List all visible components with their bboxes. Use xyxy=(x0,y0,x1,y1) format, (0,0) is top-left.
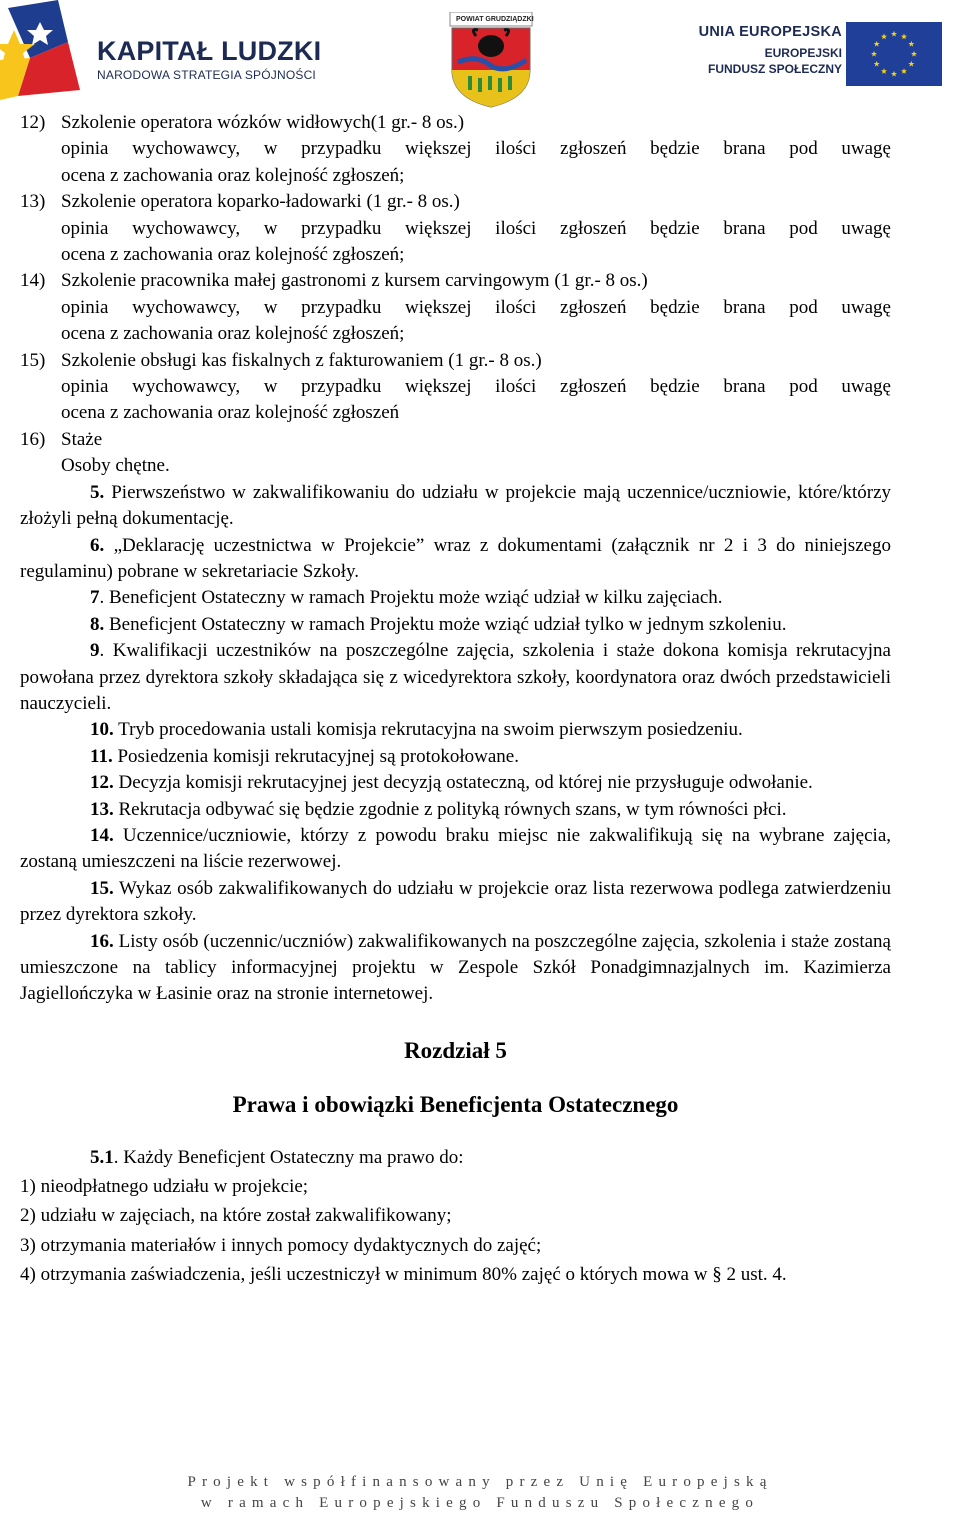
rule-point xyxy=(20,770,891,796)
eu-line1: UNIA EUROPEJSKA xyxy=(698,24,842,40)
item-number: 12) xyxy=(20,112,46,133)
rule-number: 14. xyxy=(90,824,114,846)
item-title: Staże xyxy=(61,428,103,450)
training-item-title xyxy=(20,189,891,215)
eu-line2: EUROPEJSKI xyxy=(764,46,842,60)
rule-number: 13. xyxy=(90,798,114,820)
rule-point xyxy=(20,823,891,876)
rule-text: Wykaz osób zakwalifikowanych do udziału w projekcie oraz lista rezerwowa podlega zatwierdzeniu przez dyrektora szkoły. xyxy=(20,877,891,926)
section-5-1 xyxy=(20,1145,891,1171)
rule-number: 5. xyxy=(90,481,105,503)
rule-text: Listy osób (uczennic/uczniów) zakwalifikowanych na poszczególne zajęcia, szkolenia i staże zostaną umieszczone na tablicy informacyjnej projektu w Zespole Szkół Ponadgimnazjalnych im. Kazimierza Jagiellończyka w Łasinie oraz na stronie internetowej. xyxy=(20,930,891,1005)
rule-point xyxy=(20,876,891,929)
kapital-ludzki-subtitle: NARODOWA STRATEGIA SPÓJNOŚCI xyxy=(97,68,316,82)
rule-number: 11. xyxy=(90,745,113,767)
item-criteria-line: opinia wychowawcy, w przypadku większej ilości zgłoszeń będzie brana pod uwagę xyxy=(61,217,891,239)
rule-text: . Kwalifikacji uczestników na poszczególne zajęcia, szkolenia i staże dokona komisja rekrutacyjna powołana przez dyrektora szkoły składająca się z wicedyrektora szkoły, koordynatora oraz dwóch przedstawicieli nauczycieli. xyxy=(20,640,891,714)
rule-point xyxy=(20,717,891,743)
item-number: 13) xyxy=(20,191,46,213)
eu-text-block xyxy=(699,24,842,76)
chapter-title: Prawa i obowiązki Beneficjenta Ostatecznego xyxy=(232,1092,679,1118)
rule-point xyxy=(20,612,891,638)
rights-item: 3) otrzymania materiałów i innych pomocy dydaktycznych do zajęć; xyxy=(20,1234,542,1256)
section-text: . Każdy Beneficjent Ostateczny ma prawo do: xyxy=(113,1146,464,1168)
item-criteria-line: opinia wychowawcy, w przypadku większej ilości zgłoszeń będzie brana pod uwagę xyxy=(61,138,891,160)
rights-item: 2) udziału w zajęciach, na które został zakwalifikowany; xyxy=(20,1205,452,1227)
eu-flag-icon xyxy=(846,22,942,86)
rule-text: Beneficjent Ostateczny w ramach Projektu może wziąć udział tylko w jednym szkoleniu. xyxy=(104,613,787,635)
rule-text: Uczennice/uczniowie, którzy z powodu braku miejsc nie zakwalifikują się na wybrane zajęcia, zostaną umieszczeni na liście rezerwowej. xyxy=(20,824,891,873)
item-criteria-line: ocena z zachowania oraz kolejność zgłoszeń; xyxy=(61,323,405,345)
training-item-title xyxy=(20,110,891,136)
item-criteria-line: ocena z zachowania oraz kolejność zgłoszeń; xyxy=(61,244,405,266)
rule-point xyxy=(20,797,891,823)
rights-item: 4) otrzymania zaświadczenia, jeśli uczestniczył w minimum 80% zajęć o których mowa w § 2 ust. 4. xyxy=(20,1264,787,1286)
rule-text: Decyzja komisji rekrutacyjnej jest decyzją ostateczną, od której nie przysługuje odwołanie. xyxy=(113,772,813,794)
item-criteria-line: opinia wychowawcy, w przypadku większej ilości zgłoszeń będzie brana pod uwagę xyxy=(61,296,891,318)
item-title: Szkolenie operatora wózków widłowych(1 gr.- 8 os.) xyxy=(61,112,465,133)
rule-number: 16. xyxy=(90,930,114,952)
training-item-title xyxy=(20,268,891,294)
eu-line3: FUNDUSZ SPOŁECZNY xyxy=(707,62,842,76)
rule-number: 12. xyxy=(90,772,114,794)
rights-item: 1) nieodpłatnego udziału w projekcie; xyxy=(20,1176,309,1198)
item-title: Szkolenie operatora koparko-ładowarki (1 gr.- 8 os.) xyxy=(61,191,460,213)
footer-line1: Projekt współfinansowany przez Unię Europejską xyxy=(187,1474,773,1490)
rule-point xyxy=(20,638,891,717)
rule-text: Pierwszeństwo w zakwalifikowaniu do udziału w projekcie mają uczennice/uczniowie, które/którzy złożyli pełną dokumentację. xyxy=(20,481,891,530)
rule-number: 15. xyxy=(90,877,114,899)
item-title: Szkolenie obsługi kas fiskalnych z fakturowaniem (1 gr.- 8 os.) xyxy=(61,349,542,371)
kapital-ludzki-title: KAPITAŁ LUDZKI xyxy=(97,36,322,66)
item-number: 15) xyxy=(20,349,46,371)
rule-point xyxy=(20,585,891,611)
item-number: 14) xyxy=(20,270,46,292)
powiat-label: POWIAT GRUDZIĄDZKI xyxy=(456,16,534,23)
training-item-title xyxy=(20,348,891,374)
rule-point xyxy=(20,533,891,586)
page-header xyxy=(0,0,960,108)
item-criteria-line: ocena z zachowania oraz kolejność zgłoszeń xyxy=(61,402,400,424)
rule-point xyxy=(20,929,891,1008)
item-criteria-line: ocena z zachowania oraz kolejność zgłoszeń; xyxy=(61,164,405,186)
item-criteria-line: opinia wychowawcy, w przypadku większej ilości zgłoszeń będzie brana pod uwagę xyxy=(61,376,891,398)
rule-point xyxy=(20,744,891,770)
rule-number: 7 xyxy=(90,587,100,609)
item-number: 16) xyxy=(20,428,46,450)
item-title: Szkolenie pracownika małej gastronomi z kursem carvingowym (1 gr.- 8 os.) xyxy=(61,270,648,292)
rule-text: Tryb procedowania ustali komisja rekrutacyjna na swoim pierwszym posiedzeniu. xyxy=(113,719,743,741)
rights-list xyxy=(20,1174,891,1289)
rule-text: . Beneficjent Ostateczny w ramach Projektu może wziąć udział w kilku zajęciach. xyxy=(99,587,723,609)
document-body xyxy=(20,110,891,1289)
training-item-title xyxy=(20,427,891,453)
rule-text: Rekrutacja odbywać się będzie zgodnie z polityką równych szans, w tym równości płci. xyxy=(113,798,787,820)
rule-point xyxy=(20,480,891,533)
item-criteria-line: Osoby chętne. xyxy=(61,455,170,477)
rules-list xyxy=(20,480,891,1008)
rule-text: „Deklarację uczestnictwa w Projekcie” wraz z dokumentami (załącznik nr 2 i 3 do niniejszego regulaminu) pobrane w sekretariacie Szkoły. xyxy=(20,534,891,582)
rule-text: Posiedzenia komisji rekrutacyjnej są protokołowane. xyxy=(112,745,519,767)
section-number: 5.1 xyxy=(90,1146,114,1168)
rule-number: 8. xyxy=(90,613,105,635)
training-list xyxy=(20,110,891,480)
footer-line2: w ramach Europejskiego Funduszu Społecznego xyxy=(200,1495,760,1511)
rule-number: 9 xyxy=(90,640,100,662)
rule-number: 6. xyxy=(90,534,105,556)
chapter-number: Rozdział 5 xyxy=(404,1037,507,1063)
powiat-crest xyxy=(448,12,534,108)
rule-number: 10. xyxy=(90,719,114,741)
